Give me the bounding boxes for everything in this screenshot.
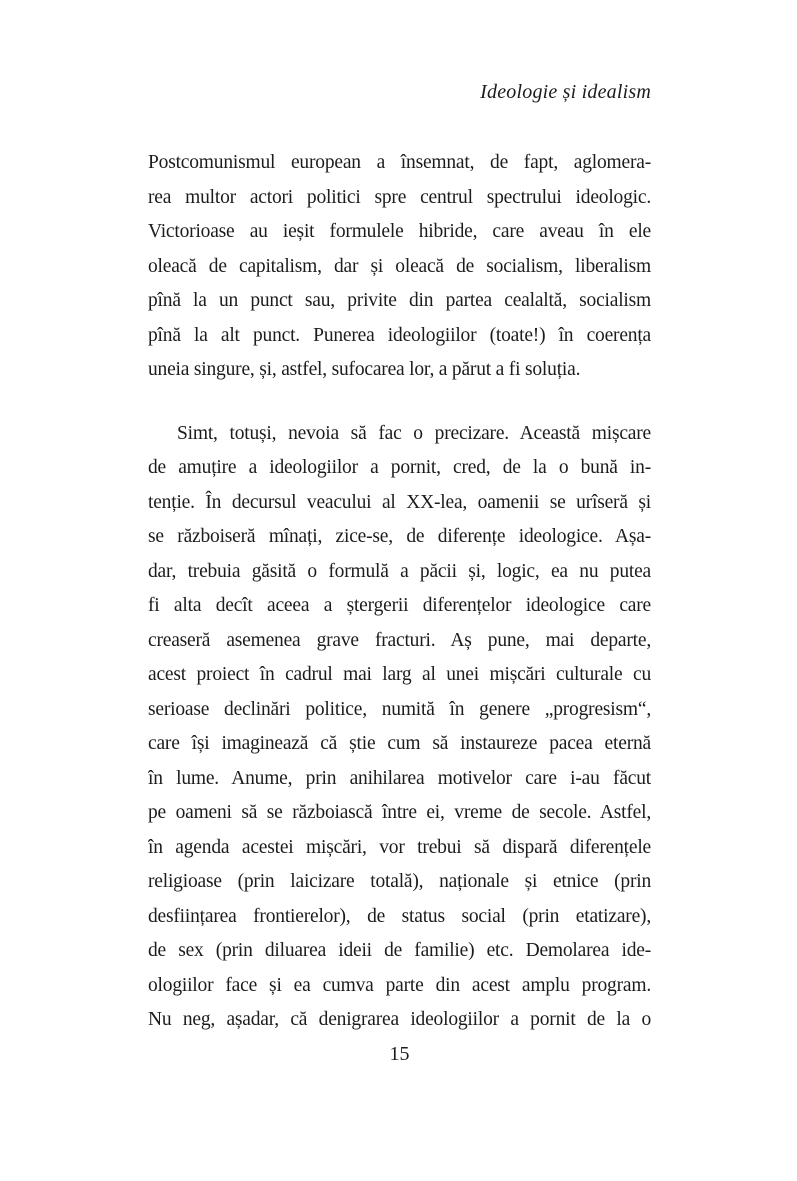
text-line: religioase (prin laicizare totală), naționale și etnice (prin <box>148 871 651 892</box>
text-line: creaseră asemenea grave fracturi. Aș pune, mai departe, <box>148 629 651 651</box>
text-line: ologiilor face și ea cumva parte din acest amplu program. <box>148 974 651 996</box>
paragraph-2 <box>148 417 651 1038</box>
text-line: pe oameni să se războiască între ei, vreme de secole. Astfel, <box>148 802 651 823</box>
text-line: Nu neg, așadar, că denigrarea ideologiilor a pornit de la o <box>148 1009 651 1030</box>
text-line: Simt, totuși, nevoia să fac o precizare. Această mișcare <box>177 422 651 444</box>
text-block <box>148 146 651 1038</box>
text-line: fi alta decît aceea a ștergerii diferențelor ideologice care <box>148 595 651 616</box>
text-line: care își imaginează că știe cum să instaureze pacea eternă <box>148 733 651 754</box>
running-header: Ideologie și idealism <box>480 81 651 103</box>
text-line: de sex (prin diluarea ideii de familie) etc. Demolarea ide- <box>148 940 651 961</box>
page-number: 15 <box>389 1043 410 1065</box>
text-line: serioase declinări politice, numită în genere „progresism“, <box>148 698 651 720</box>
text-line: rea multor actori politici spre centrul spectrului ideologic. <box>148 186 651 208</box>
text-line: pînă la un punct sau, privite din partea cealaltă, socialism <box>148 290 651 311</box>
text-line: acest proiect în cadrul mai larg al unei mișcări culturale cu <box>148 664 651 685</box>
text-line: dar, trebuia găsită o formulă a păcii și, logic, ea nu putea <box>148 560 651 582</box>
text-line: de amuțire a ideologiilor a pornit, cred, de la o bună in- <box>148 457 651 478</box>
text-line: pînă la alt punct. Punerea ideologiilor (toate!) în coerența <box>148 324 651 346</box>
text-line: desființarea frontierelor), de status social (prin etatizare), <box>148 905 651 927</box>
text-line: uneia singure, și, astfel, sufocarea lor, a părut a fi soluția. <box>148 359 581 380</box>
text-line: Victorioase au ieșit formulele hibride, care aveau în ele <box>148 221 651 242</box>
text-line: oleacă de capitalism, dar și oleacă de socialism, liberalism <box>148 255 651 277</box>
paragraph-1 <box>148 146 651 388</box>
text-line: se războiseră mînați, zice-se, de diferențe ideologice. Așa- <box>148 526 651 547</box>
text-line: în lume. Anume, prin anihilarea motivelor care i-au făcut <box>148 767 651 789</box>
text-line: în agenda acestei mișcări, vor trebui să dispară diferențele <box>148 836 651 858</box>
text-line: Postcomunismul european a însemnat, de fapt, aglomera- <box>148 152 651 173</box>
text-line: tenție. În decursul veacului al XX-lea, oamenii se urîseră și <box>148 491 651 513</box>
